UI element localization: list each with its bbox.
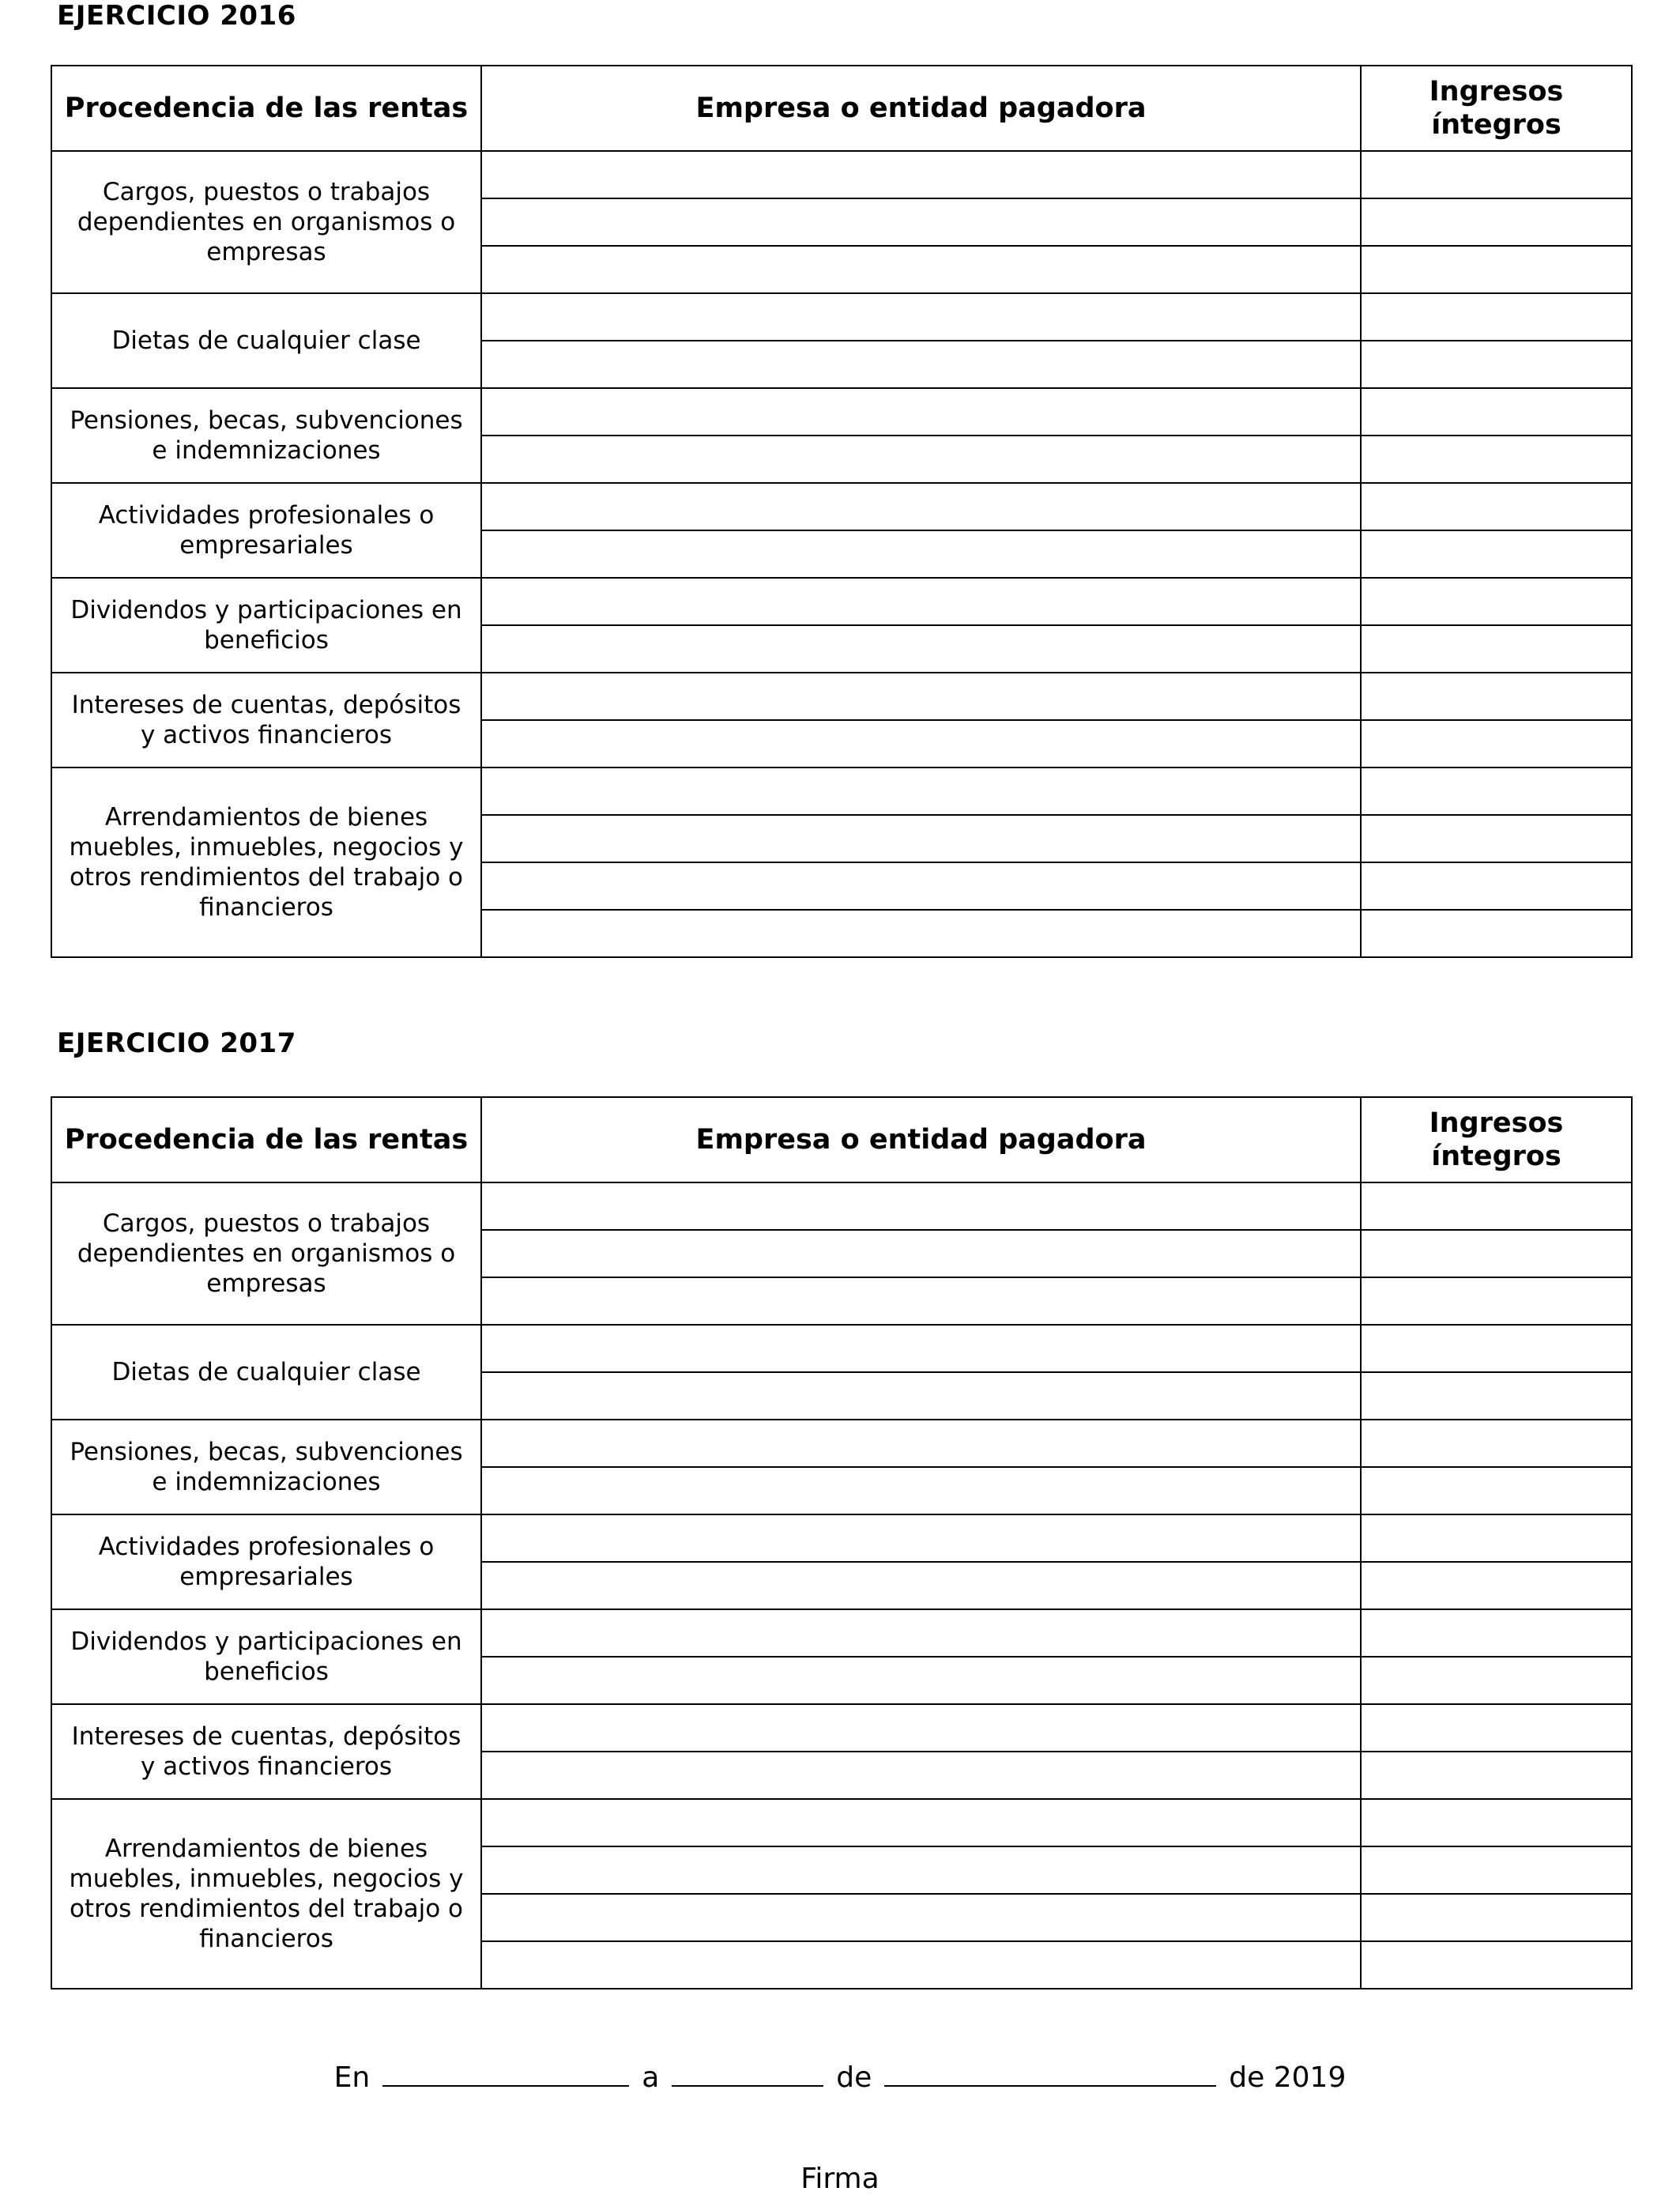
category-label: Dietas de cualquier clase — [51, 293, 481, 388]
year-label: de 2019 — [1229, 2061, 1347, 2094]
empresa-entry-cell[interactable] — [481, 1752, 1361, 1799]
header-empresa: Empresa o entidad pagadora — [481, 1097, 1361, 1182]
category-label: Cargos, puestos o trabajos dependientes en organismos o empresas — [51, 151, 481, 293]
header-ingresos: Ingresos íntegros — [1361, 66, 1632, 151]
header-empresa: Empresa o entidad pagadora — [481, 66, 1361, 151]
category-label: Actividades profesionales o empresariales — [51, 483, 481, 578]
empresa-entry-cell[interactable] — [481, 767, 1361, 815]
header-procedencia: Procedencia de las rentas — [51, 66, 481, 151]
empresa-entry-cell[interactable] — [481, 293, 1361, 341]
ingresos-entry-cell[interactable] — [1361, 862, 1632, 910]
place-blank-field[interactable] — [382, 2061, 629, 2087]
empresa-entry-cell[interactable] — [481, 1704, 1361, 1752]
ingresos-entry-cell[interactable] — [1361, 578, 1632, 625]
table-row — [51, 1420, 1632, 1467]
ingresos-entry-cell[interactable] — [1361, 151, 1632, 198]
ingresos-entry-cell[interactable] — [1361, 1941, 1632, 1989]
a-label: a — [642, 2061, 660, 2094]
section-title-2017: EJERCICIO 2017 — [57, 1028, 296, 1059]
empresa-entry-cell[interactable] — [481, 388, 1361, 436]
ingresos-entry-cell[interactable] — [1361, 1562, 1632, 1609]
table-row — [51, 1704, 1632, 1752]
category-label: Pensiones, becas, subvenciones e indemnizaciones — [51, 388, 481, 483]
table-row — [51, 1182, 1632, 1230]
ingresos-entry-cell[interactable] — [1361, 1657, 1632, 1704]
empresa-entry-cell[interactable] — [481, 1372, 1361, 1420]
empresa-entry-cell[interactable] — [481, 436, 1361, 483]
empresa-entry-cell[interactable] — [481, 1514, 1361, 1562]
ingresos-entry-cell[interactable] — [1361, 198, 1632, 246]
ingresos-entry-cell[interactable] — [1361, 1752, 1632, 1799]
table-row — [51, 388, 1632, 436]
ingresos-entry-cell[interactable] — [1361, 436, 1632, 483]
ingresos-entry-cell[interactable] — [1361, 341, 1632, 388]
empresa-entry-cell[interactable] — [481, 246, 1361, 293]
ingresos-entry-cell[interactable] — [1361, 815, 1632, 862]
ingresos-entry-cell[interactable] — [1361, 1325, 1632, 1372]
empresa-entry-cell[interactable] — [481, 1941, 1361, 1989]
empresa-entry-cell[interactable] — [481, 720, 1361, 767]
empresa-entry-cell[interactable] — [481, 1467, 1361, 1514]
table-header-row — [51, 66, 1632, 151]
ingresos-entry-cell[interactable] — [1361, 530, 1632, 578]
header-procedencia: Procedencia de las rentas — [51, 1097, 481, 1182]
category-label: Pensiones, becas, subvenciones e indemnizaciones — [51, 1420, 481, 1514]
ingresos-entry-cell[interactable] — [1361, 1182, 1632, 1230]
category-label: Intereses de cuentas, depósitos y activos financieros — [51, 673, 481, 767]
table-row — [51, 151, 1632, 198]
ingresos-entry-cell[interactable] — [1361, 1894, 1632, 1941]
category-label: Intereses de cuentas, depósitos y activos financieros — [51, 1704, 481, 1799]
category-label: Cargos, puestos o trabajos dependientes en organismos o empresas — [51, 1182, 481, 1325]
table-row — [51, 293, 1632, 341]
ingresos-entry-cell[interactable] — [1361, 1609, 1632, 1657]
empresa-entry-cell[interactable] — [481, 483, 1361, 530]
empresa-entry-cell[interactable] — [481, 1277, 1361, 1325]
income-table-2016 — [51, 65, 1633, 958]
place-date-line — [0, 2061, 1680, 2094]
ingresos-entry-cell[interactable] — [1361, 1704, 1632, 1752]
ingresos-entry-cell[interactable] — [1361, 1277, 1632, 1325]
empresa-entry-cell[interactable] — [481, 1609, 1361, 1657]
category-label: Dividendos y participaciones en beneficios — [51, 1609, 481, 1704]
table-row — [51, 1514, 1632, 1562]
ingresos-entry-cell[interactable] — [1361, 1372, 1632, 1420]
ingresos-entry-cell[interactable] — [1361, 1799, 1632, 1846]
empresa-entry-cell[interactable] — [481, 1325, 1361, 1372]
income-table-2017 — [51, 1096, 1633, 1989]
empresa-entry-cell[interactable] — [481, 341, 1361, 388]
table-row — [51, 1799, 1632, 1846]
header-ingresos: Ingresos íntegros — [1361, 1097, 1632, 1182]
signature-label: Firma — [800, 2163, 880, 2195]
ingresos-entry-cell[interactable] — [1361, 1420, 1632, 1467]
ingresos-entry-cell[interactable] — [1361, 1467, 1632, 1514]
ingresos-entry-cell[interactable] — [1361, 1514, 1632, 1562]
section-title-2016: EJERCICIO 2016 — [57, 0, 296, 32]
empresa-entry-cell[interactable] — [481, 1230, 1361, 1277]
empresa-entry-cell[interactable] — [481, 151, 1361, 198]
empresa-entry-cell[interactable] — [481, 673, 1361, 720]
table-row — [51, 1325, 1632, 1372]
empresa-entry-cell[interactable] — [481, 625, 1361, 673]
table-row — [51, 673, 1632, 720]
table-row — [51, 767, 1632, 815]
ingresos-entry-cell[interactable] — [1361, 483, 1632, 530]
empresa-entry-cell[interactable] — [481, 1894, 1361, 1941]
de-label: de — [836, 2061, 872, 2094]
empresa-entry-cell[interactable] — [481, 578, 1361, 625]
ingresos-entry-cell[interactable] — [1361, 246, 1632, 293]
ingresos-entry-cell[interactable] — [1361, 673, 1632, 720]
empresa-entry-cell[interactable] — [481, 1657, 1361, 1704]
category-label: Dietas de cualquier clase — [51, 1325, 481, 1420]
table-row — [51, 483, 1632, 530]
table-header-row — [51, 1097, 1632, 1182]
empresa-entry-cell[interactable] — [481, 910, 1361, 957]
day-blank-field[interactable] — [672, 2061, 823, 2087]
ingresos-entry-cell[interactable] — [1361, 388, 1632, 436]
empresa-entry-cell[interactable] — [481, 530, 1361, 578]
category-label: Arrendamientos de bienes muebles, inmuebles, negocios y otros rendimientos del trabajo o financieros — [51, 767, 481, 957]
empresa-entry-cell[interactable] — [481, 1846, 1361, 1894]
category-label: Arrendamientos de bienes muebles, inmuebles, negocios y otros rendimientos del trabajo o financieros — [51, 1799, 481, 1989]
empresa-entry-cell[interactable] — [481, 1182, 1361, 1230]
empresa-entry-cell[interactable] — [481, 1420, 1361, 1467]
ingresos-entry-cell[interactable] — [1361, 1846, 1632, 1894]
month-blank-field[interactable] — [884, 2061, 1216, 2087]
ingresos-entry-cell[interactable] — [1361, 1230, 1632, 1277]
category-label: Actividades profesionales o empresariales — [51, 1514, 481, 1609]
ingresos-entry-cell[interactable] — [1361, 910, 1632, 957]
en-label: En — [333, 2061, 371, 2094]
ingresos-entry-cell[interactable] — [1361, 293, 1632, 341]
empresa-entry-cell[interactable] — [481, 198, 1361, 246]
ingresos-entry-cell[interactable] — [1361, 767, 1632, 815]
empresa-entry-cell[interactable] — [481, 815, 1361, 862]
category-label: Dividendos y participaciones en beneficios — [51, 578, 481, 673]
table-row — [51, 578, 1632, 625]
ingresos-entry-cell[interactable] — [1361, 625, 1632, 673]
empresa-entry-cell[interactable] — [481, 862, 1361, 910]
table-row — [51, 1609, 1632, 1657]
empresa-entry-cell[interactable] — [481, 1799, 1361, 1846]
ingresos-entry-cell[interactable] — [1361, 720, 1632, 767]
empresa-entry-cell[interactable] — [481, 1562, 1361, 1609]
